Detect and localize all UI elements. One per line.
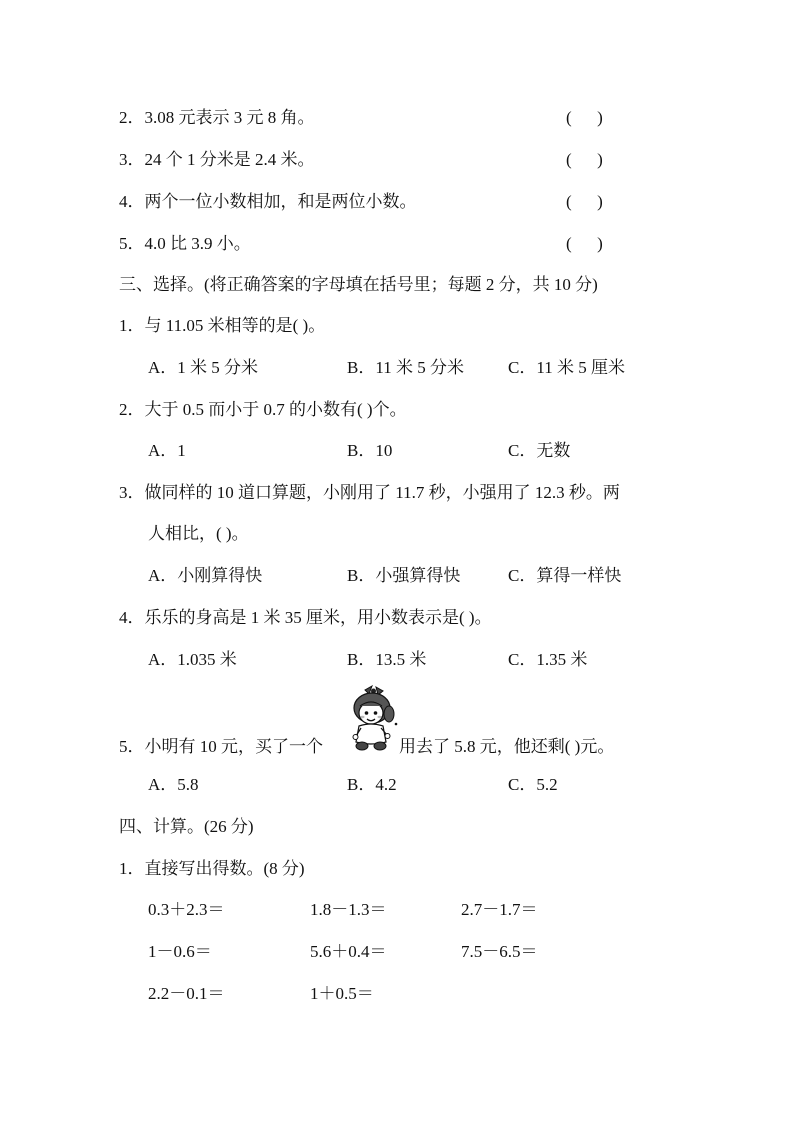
choice-q3-stem-line2: 人相比，( )。	[148, 524, 249, 543]
answer-paren[interactable]: ( )	[566, 150, 603, 169]
choice-q4-option-a[interactable]: A．1.035 米	[148, 650, 237, 669]
choice-q3-option-b[interactable]: B．小强算得快	[347, 566, 461, 585]
choice-q3-option-c[interactable]: C．算得一样快	[508, 566, 622, 585]
calc-item[interactable]: 2.7－1.7＝	[461, 900, 538, 919]
choice-q5-stem-before: 5．小明有 10 元，买了一个	[119, 737, 323, 756]
judge-item-4: 4．两个一位小数相加，和是两位小数。	[119, 192, 417, 211]
choice-q2-option-a[interactable]: A．1	[148, 441, 186, 460]
calc-item[interactable]: 1＋0.5＝	[310, 984, 374, 1003]
choice-q4-stem: 4．乐乐的身高是 1 米 35 厘米，用小数表示是( )。	[119, 608, 492, 627]
answer-paren[interactable]: ( )	[566, 234, 603, 253]
choice-q1-option-c[interactable]: C．11 米 5 厘米	[508, 358, 625, 377]
calc-item[interactable]: 2.2－0.1＝	[148, 984, 225, 1003]
doll-toy-icon	[345, 684, 399, 752]
choice-q1-stem: 1．与 11.05 米相等的是( )。	[119, 316, 326, 335]
choice-q5-option-b[interactable]: B．4.2	[347, 775, 397, 794]
choice-q1-option-b[interactable]: B．11 米 5 分米	[347, 358, 464, 377]
choice-q1-option-a[interactable]: A．1 米 5 分米	[148, 358, 259, 377]
calc-sub1-heading: 1．直接写出得数。(8 分)	[119, 859, 305, 878]
calc-item[interactable]: 1.8－1.3＝	[310, 900, 387, 919]
calc-item[interactable]: 1－0.6＝	[148, 942, 212, 961]
choice-q2-option-b[interactable]: B．10	[347, 441, 393, 460]
calc-item[interactable]: 5.6＋0.4＝	[310, 942, 387, 961]
judge-item-3: 3．24 个 1 分米是 2.4 米。	[119, 150, 315, 169]
judge-item-5: 5．4.0 比 3.9 小。	[119, 234, 251, 253]
judge-item-2: 2．3.08 元表示 3 元 8 角。	[119, 108, 315, 127]
choice-q3-stem-line1: 3．做同样的 10 道口算题，小刚用了 11.7 秒，小强用了 12.3 秒。两	[119, 483, 620, 502]
answer-paren[interactable]: ( )	[566, 108, 603, 127]
calc-item[interactable]: 7.5－6.5＝	[461, 942, 538, 961]
choice-q3-option-a[interactable]: A．小刚算得快	[148, 566, 263, 585]
section-choice-heading: 三、选择。(将正确答案的字母填在括号里；每题 2 分，共 10 分)	[119, 275, 598, 294]
choice-q2-option-c[interactable]: C．无数	[508, 441, 571, 460]
choice-q4-option-c[interactable]: C．1.35 米	[508, 650, 588, 669]
calc-item[interactable]: 0.3＋2.3＝	[148, 900, 225, 919]
choice-q5-stem-after: 用去了 5.8 元，他还剩( )元。	[399, 737, 615, 756]
choice-q5-option-c[interactable]: C．5.2	[508, 775, 558, 794]
answer-paren[interactable]: ( )	[566, 192, 603, 211]
section-calc-heading: 四、计算。(26 分)	[119, 817, 254, 836]
choice-q5-option-a[interactable]: A．5.8	[148, 775, 199, 794]
choice-q2-stem: 2．大于 0.5 而小于 0.7 的小数有( )个。	[119, 400, 407, 419]
choice-q4-option-b[interactable]: B．13.5 米	[347, 650, 427, 669]
